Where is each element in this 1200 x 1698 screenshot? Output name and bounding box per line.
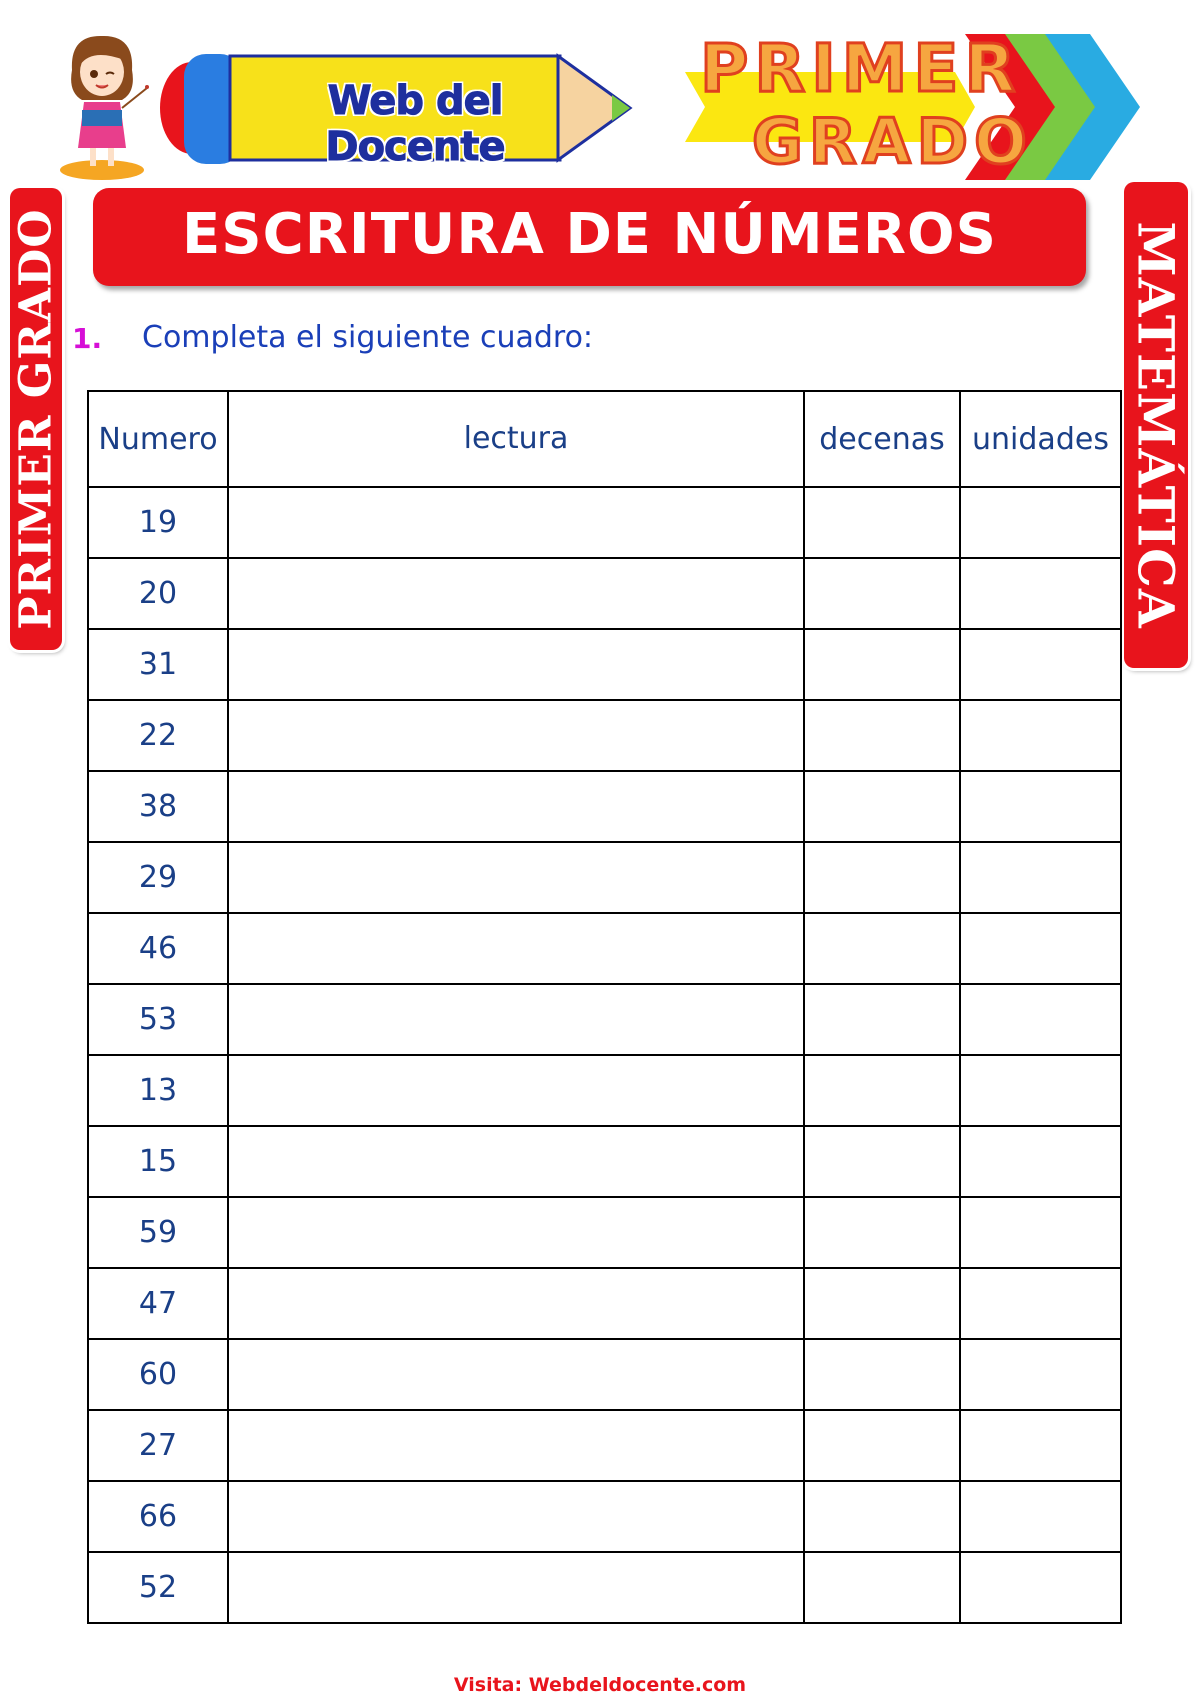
- answer-decenas-cell[interactable]: [804, 558, 960, 629]
- answer-lectura-cell[interactable]: [228, 1197, 804, 1268]
- answer-unidades-cell[interactable]: [960, 558, 1121, 629]
- answer-decenas-cell[interactable]: [804, 700, 960, 771]
- row-number: 15: [88, 1126, 228, 1197]
- answer-unidades-cell[interactable]: [960, 629, 1121, 700]
- answer-decenas-cell[interactable]: [804, 842, 960, 913]
- answer-decenas-cell[interactable]: [804, 1055, 960, 1126]
- answer-decenas-cell[interactable]: [804, 1126, 960, 1197]
- question-text: Completa el siguiente cuadro:: [142, 320, 594, 355]
- answer-unidades-cell[interactable]: [960, 771, 1121, 842]
- answer-unidades-cell[interactable]: [960, 487, 1121, 558]
- row-number: 13: [88, 1055, 228, 1126]
- row-number: 52: [88, 1552, 228, 1623]
- answer-decenas-cell[interactable]: [804, 984, 960, 1055]
- answer-unidades-cell[interactable]: [960, 842, 1121, 913]
- answer-decenas-cell[interactable]: [804, 1339, 960, 1410]
- footer-link[interactable]: Visita: Webdeldocente.com: [453, 1674, 747, 1696]
- row-number: 46: [88, 913, 228, 984]
- row-number: 66: [88, 1481, 228, 1552]
- answer-decenas-cell[interactable]: [804, 771, 960, 842]
- answer-decenas-cell[interactable]: [804, 1410, 960, 1481]
- table-row: [88, 700, 1121, 771]
- answer-unidades-cell[interactable]: [960, 1197, 1121, 1268]
- teacher-illustration-icon: [52, 30, 152, 180]
- answer-unidades-cell[interactable]: [960, 700, 1121, 771]
- answer-lectura-cell[interactable]: [228, 771, 804, 842]
- row-number: 19: [88, 487, 228, 558]
- brand-logo-text: Web del Docente: [325, 78, 505, 170]
- table-row: [88, 629, 1121, 700]
- table-row: [88, 1197, 1121, 1268]
- answer-lectura-cell[interactable]: [228, 984, 804, 1055]
- table-row: [88, 842, 1121, 913]
- header-numero: Numero: [88, 391, 228, 487]
- table-row: [88, 1552, 1121, 1623]
- answer-lectura-cell[interactable]: [228, 913, 804, 984]
- table-row: [88, 771, 1121, 842]
- answer-unidades-cell[interactable]: [960, 1055, 1121, 1126]
- answer-unidades-cell[interactable]: [960, 913, 1121, 984]
- row-number: 22: [88, 700, 228, 771]
- answer-unidades-cell[interactable]: [960, 1126, 1121, 1197]
- table-row: [88, 1126, 1121, 1197]
- left-banner-label: PRIMER GRADO: [10, 208, 62, 630]
- row-number: 27: [88, 1410, 228, 1481]
- answer-decenas-cell[interactable]: [804, 1481, 960, 1552]
- row-number: 53: [88, 984, 228, 1055]
- table-row: [88, 558, 1121, 629]
- answer-lectura-cell[interactable]: [228, 1481, 804, 1552]
- answer-decenas-cell[interactable]: [804, 629, 960, 700]
- row-number: 31: [88, 629, 228, 700]
- answer-lectura-cell[interactable]: [228, 1126, 804, 1197]
- answer-lectura-cell[interactable]: [228, 1410, 804, 1481]
- answer-unidades-cell[interactable]: [960, 984, 1121, 1055]
- answer-lectura-cell[interactable]: [228, 842, 804, 913]
- header-lectura: lectura: [228, 391, 804, 487]
- table-row: [88, 1410, 1121, 1481]
- question-number: 1.: [72, 322, 103, 355]
- table-header-row: [88, 391, 1121, 487]
- answer-decenas-cell[interactable]: [804, 1197, 960, 1268]
- table-row: [88, 1268, 1121, 1339]
- answer-unidades-cell[interactable]: [960, 1410, 1121, 1481]
- answer-lectura-cell[interactable]: [228, 700, 804, 771]
- table-row: [88, 1055, 1121, 1126]
- page-title: ESCRITURA DE NÚMEROS: [182, 202, 997, 267]
- table-row: [88, 1339, 1121, 1410]
- answer-lectura-cell[interactable]: [228, 1339, 804, 1410]
- header-decenas: decenas: [804, 391, 960, 487]
- answer-lectura-cell[interactable]: [228, 629, 804, 700]
- row-number: 47: [88, 1268, 228, 1339]
- answer-unidades-cell[interactable]: [960, 1552, 1121, 1623]
- answer-unidades-cell[interactable]: [960, 1481, 1121, 1552]
- answer-decenas-cell[interactable]: [804, 1552, 960, 1623]
- answer-lectura-cell[interactable]: [228, 487, 804, 558]
- worksheet-table: [87, 390, 1122, 1624]
- table-row: [88, 1481, 1121, 1552]
- answer-lectura-cell[interactable]: [228, 558, 804, 629]
- table-row: [88, 913, 1121, 984]
- row-number: 59: [88, 1197, 228, 1268]
- table-row: [88, 487, 1121, 558]
- header-unidades: unidades: [960, 391, 1121, 487]
- row-number: 38: [88, 771, 228, 842]
- grade-title-line2: GRADO: [752, 105, 1033, 178]
- grade-title-line1: PRIMER: [700, 30, 1022, 107]
- answer-lectura-cell[interactable]: [228, 1552, 804, 1623]
- row-number: 20: [88, 558, 228, 629]
- answer-decenas-cell[interactable]: [804, 1268, 960, 1339]
- right-banner-label: MATEMÁTICA: [1126, 221, 1186, 629]
- answer-lectura-cell[interactable]: [228, 1268, 804, 1339]
- answer-decenas-cell[interactable]: [804, 913, 960, 984]
- answer-lectura-cell[interactable]: [228, 1055, 804, 1126]
- answer-decenas-cell[interactable]: [804, 487, 960, 558]
- table-row: [88, 984, 1121, 1055]
- answer-unidades-cell[interactable]: [960, 1268, 1121, 1339]
- row-number: 29: [88, 842, 228, 913]
- answer-unidades-cell[interactable]: [960, 1339, 1121, 1410]
- row-number: 60: [88, 1339, 228, 1410]
